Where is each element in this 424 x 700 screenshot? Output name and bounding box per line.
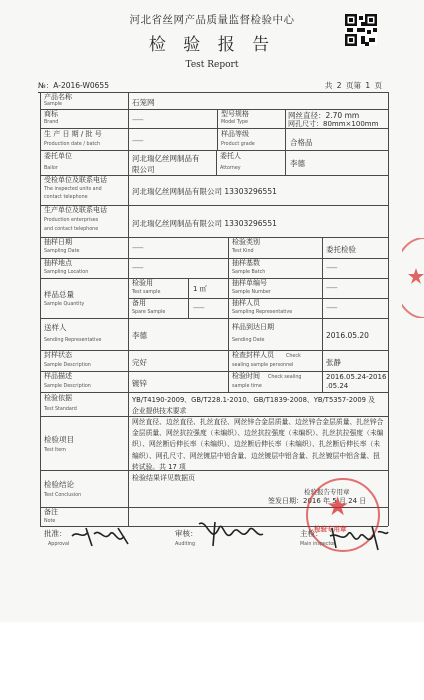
sampler-value: -------: [326, 304, 337, 312]
sender-value: 李德: [132, 331, 147, 340]
report-subtitle: Test Report: [185, 60, 239, 70]
seam-seal: [402, 238, 424, 318]
bailor-label: 委托单位: [44, 152, 72, 160]
spare-sample-value: -------: [193, 304, 204, 312]
standard-label: 检验依据: [44, 394, 72, 402]
sample-batch-label: 抽样基数: [232, 259, 260, 267]
brand-value: -------: [132, 116, 143, 124]
test-sample-label: 检验用: [132, 279, 153, 287]
batch-label: 生 产 日 期 / 批 号: [44, 130, 102, 138]
approver-signature: [70, 524, 132, 550]
test-kind-value: 委托检验: [326, 245, 356, 254]
sample-batch-value: -------: [326, 264, 337, 272]
conclusion-label: 检验结论: [44, 480, 74, 489]
organization-name: 河北省丝网产品质量监督检验中心: [129, 14, 295, 26]
wire-diameter-value: 网丝直径：2.70 mm: [288, 111, 360, 120]
inspector-signature: [328, 522, 390, 552]
report-sheet: 河北省丝网产品质量监督检验中心 检 验 报 告 Test Report №：A-2016-W0655 共 2 页第 1 页 产品名称 Sample 石笼网 商标 Brand ------- 型号规格 Model Type 网丝直径：2.70 mm 网孔尺寸：80mm×100mm 生 产 日 期 / 批 号 Production date / batch ------- 样品等级 Product grade 合格品 委托单位 Bailor 河北瑞亿丝网制品有 限公司 委托人 Attorney 李德 受检单位及联系电话 The inspected units and contact telephone 河北瑞亿丝网制品有限公司 13303296551 生产单位及联系电话 Production enterprises and contact telephone 河北瑞亿丝网制品有限公司 13303296551 抽样日期 Sampling Date ------- 检验类别 Test Kind 委托检验 抽样地点 Sampling Location ------- 抽样基数 Sample Batch ------- 样品总量 Sample Quantity 检验用 Test sample 1 ㎡ 抽样单编号 Sample Number ------- 备用 Spare Sample ------- 抽样人员 Sampling Representative ------- 送样人 Sending Representative 李德 样品到达日期 Sending Date 2016.05.20 封样状态 Sample Description 完好 检查封样人员 Check sealing sample personnel 张静 样品描述 Sample Description 镀锌 检验时间 Check sealing sample time 2016.05.24-2016 .05.24 检验依据 Test Standard YB/T4190-2009、GB/T228.1-2010、GB/T1839-2008、YB/T5357-2009 及 企业提供技术要求 检验项目 Test Item 网丝直径、边丝直径、扎丝直径、网丝锌合金层质量、边丝锌合金层质量、扎丝锌合金层质量、网丝抗拉强度（未编织）、边丝抗拉强度（未编织）、扎丝抗拉强度（未编织）、网丝断后伸长率（未编织）、边丝断后伸长率（未编织）、扎丝断后伸长率（未编织）、网孔尺寸、网丝镀层中铝含量、边丝镀层中铝含量、扎丝镀层中铝含量、扭转试验。共 17 项 检验结论 Test Conclusion 检验结果详见数据页 检验报告专用章 签发日期：2016 年 5 月 24 日 备注 Note ★ 检验专用章 批准： Approval 审核： Auditing 主检： Main inspector: [0, 0, 424, 622]
sample-quantity-label: 样品总量: [44, 290, 74, 299]
model-label: 型号规格: [221, 110, 249, 118]
report-number: №：A-2016-W0655: [38, 81, 109, 90]
test-time-value-line1: 2016.05.24-2016: [326, 373, 387, 381]
qr-code-icon: [345, 14, 377, 46]
remark-label: 备注: [44, 508, 58, 516]
standard-value-line1: YB/T4190-2009、GB/T228.1-2010、GB/T1839-2008、YB/T5357-2009 及: [132, 396, 375, 404]
report-seal-line: 检验报告专用章: [304, 488, 350, 496]
standard-value-line2: 企业提供技术要求: [132, 407, 187, 415]
producer-value: 河北瑞亿丝网制品有限公司 13303296551: [132, 219, 277, 228]
sampling-location-label: 抽样地点: [44, 259, 72, 267]
sampling-date-value: -------: [132, 244, 143, 252]
reviewer-label: 审核：: [175, 529, 198, 538]
seal-text: 检验专用章: [314, 525, 347, 533]
attorney-label: 委托人: [220, 152, 241, 160]
test-time-label: 检验时间: [232, 372, 260, 380]
bailor-value-line2: 限公司: [132, 165, 155, 174]
approver-label: 批准：: [44, 529, 67, 538]
sampling-date-label: 抽样日期: [44, 238, 72, 246]
sender-label: 送样人: [44, 323, 67, 332]
batch-value: -------: [132, 137, 143, 145]
attorney-value: 李德: [290, 159, 305, 168]
seal-state-value: 完好: [132, 358, 147, 367]
description-label: 样品描述: [44, 372, 72, 380]
grade-label: 样品等级: [221, 130, 249, 138]
issue-date: 签发日期：2016 年 5 月 24 日: [268, 497, 367, 505]
sending-date-value: 2016.05.20: [326, 331, 369, 340]
report-title: 检 验 报 告: [148, 35, 276, 55]
test-sample-value: 1 ㎡: [193, 285, 207, 293]
inspector-label: 主检：: [300, 529, 323, 538]
seal-star-icon: ★: [326, 492, 350, 522]
spare-sample-label: 备用: [132, 299, 146, 307]
seal-checker-value: 张静: [326, 358, 341, 367]
sending-date-label: 样品到达日期: [232, 323, 274, 331]
test-items-label: 检验项目: [44, 435, 74, 444]
producer-label: 生产单位及联系电话: [44, 206, 107, 214]
sampler-label: 抽样人员: [232, 299, 260, 307]
mesh-size-value: 网孔尺寸：80mm×100mm: [288, 120, 379, 128]
seal-checker-label: 检查封样人员: [232, 351, 274, 359]
sampling-location-value: -------: [132, 264, 143, 272]
brand-label: 商标: [44, 110, 58, 118]
grade-value: 合格品: [290, 138, 313, 147]
inspected-units-label: 受检单位及联系电话: [44, 176, 107, 184]
bailor-value-line1: 河北瑞亿丝网制品有: [132, 154, 200, 163]
sample-number-value: -------: [326, 284, 337, 292]
conclusion-value: 检验结果详见数据页: [132, 474, 195, 482]
sample-number-label: 抽样单编号: [232, 279, 267, 287]
test-items-value: 网丝直径、边丝直径、扎丝直径、网丝锌合金层质量、边丝锌合金层质量、扎丝锌合金层质量、网丝抗拉强度（未编织）、边丝抗拉强度（未编织）、扎丝抗拉强度（未编织）、网丝断后伸长率（未编织）、边丝断后伸长率（未编织）、扎丝断后伸长率（未编织）、网孔尺寸、网丝镀层中铝含量、边丝镀层中铝含量、扎丝镀层中铝含量、扭转试验。共 17 项: [132, 418, 384, 471]
sample-name-label: 产品名称: [44, 93, 72, 101]
description-value: 镀锌: [132, 379, 147, 388]
test-time-value-line2: .05.24: [326, 382, 349, 390]
inspected-units-value: 河北瑞亿丝网制品有限公司 13303296551: [132, 187, 277, 196]
sample-name-value: 石笼网: [132, 98, 155, 107]
seal-state-label: 封样状态: [44, 351, 72, 359]
page-indicator: 共 2 页第 1 页: [324, 81, 382, 90]
reviewer-signature: [195, 516, 265, 550]
test-kind-label: 检验类别: [232, 238, 260, 246]
